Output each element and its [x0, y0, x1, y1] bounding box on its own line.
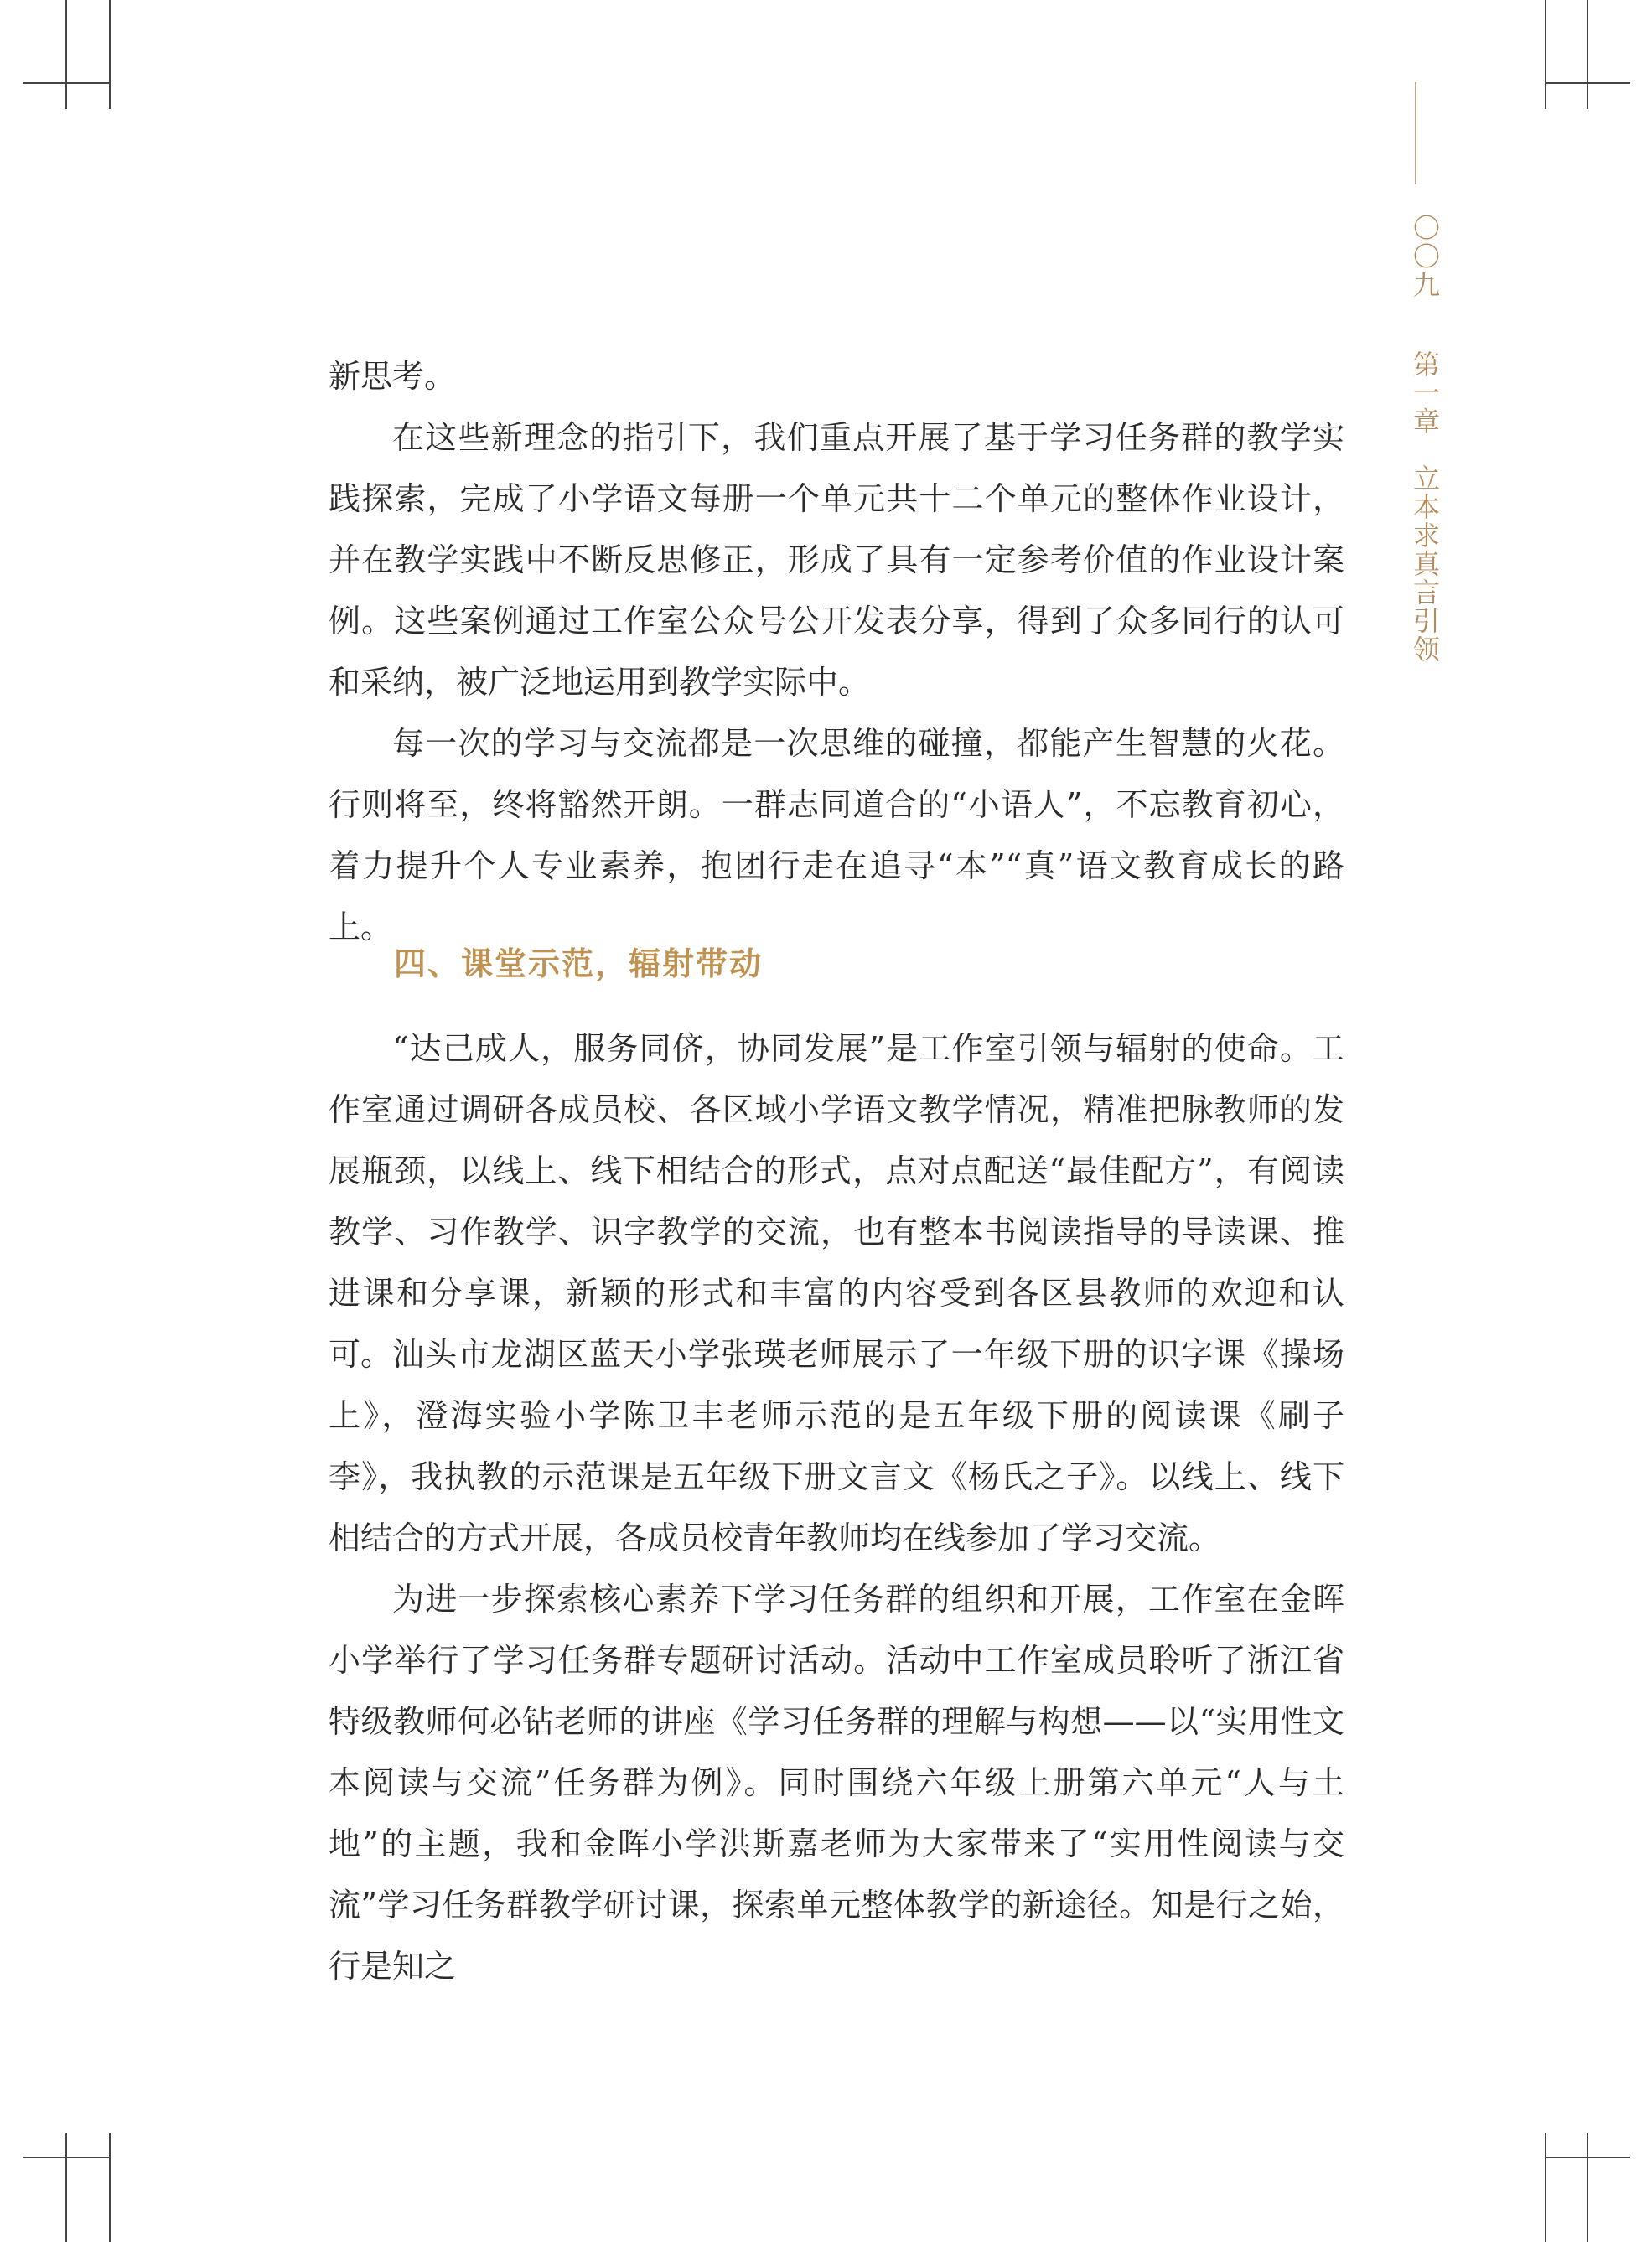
side-rule	[1415, 82, 1416, 184]
crop-mark	[65, 0, 67, 109]
crop-mark	[23, 82, 109, 84]
crop-mark	[23, 2157, 109, 2158]
crop-mark	[1545, 2133, 1546, 2242]
crop-mark	[1545, 0, 1546, 109]
paragraph: 每一次的学习与交流都是一次思维的碰撞，都能产生智慧的火花。行则将至，终将豁然开朗。一群志同道合的“小语人”，不忘教育初心，着力提升个人专业素养，抱团行走在追寻“本”“真”语文教育成长的路上。	[329, 725, 1344, 945]
page-number: 〇〇九	[1409, 214, 1441, 299]
paragraph: 汕头市龙湖区蓝天小学张瑛老师展示了一年级下册的识字课《操场上》，澄海实验小学陈卫丰老师示范的是五年级下册的阅读课《刷子李》，我执教的示范课是五年级下册文言文《杨氏之子》。以线上、线下相结合的方式开展，各成员校青年教师均在线参加了学习交流。	[329, 1336, 1344, 1556]
crop-mark	[1587, 2133, 1588, 2242]
paragraph: “达己成人，服务同侪，协同发展”是工作室引领与辐射的使命。工作室通过调研各成员校、各区域小学语文教学情况，精准把脉教师的发展瓶颈，以线上、线下相结合的形式，点对点配送“最佳配方”，有阅读教学、习作教学、识字教学的交流，也有整本书阅读指导的导读课、推进课和分享课，新颖的形式和丰富的内容受到各区县教师的欢迎和认可。	[329, 1030, 1344, 1373]
crop-mark	[109, 2133, 111, 2242]
crop-mark	[1587, 0, 1588, 109]
crop-mark	[109, 0, 111, 109]
paragraph: 为进一步探索核心素养下学习任务群的组织和开展，工作室在金晖小学举行了学习任务群专题研讨活动。活动中工作室成员聆听了浙江省特级教师何必钻老师的讲座《学习任务群的理解与构想——以“实用性文本阅读与交流”任务群为例》。同时围绕六年级上册第六单元“人与土地”的主题，我和金晖小学洪斯嘉老师为大家带来了“实用性阅读与交流”学习任务群教学研讨课，探索单元整体教学的新途径。知是行之始，行是知之	[329, 1581, 1344, 1985]
paragraph: 新思考。	[329, 358, 457, 395]
crop-mark	[65, 2133, 67, 2242]
paragraph: 在这些新理念的指引下，我们重点开展了基于学习任务群的教学实践探索，完成了小学语文每册一个单元共十二个单元的整体作业设计，并在教学实践中不断反思修正，形成了具有一定参考价值的作业设计案例。这些案例通过工作室公众号公开发表分享，得到了众多同行的认可和采纳，被广泛地运用到教学实际中。	[329, 419, 1344, 701]
chapter-title: 第一章 立本求真言引领	[1409, 350, 1441, 664]
section-heading: 四、课堂示范，辐射带动	[394, 945, 764, 982]
